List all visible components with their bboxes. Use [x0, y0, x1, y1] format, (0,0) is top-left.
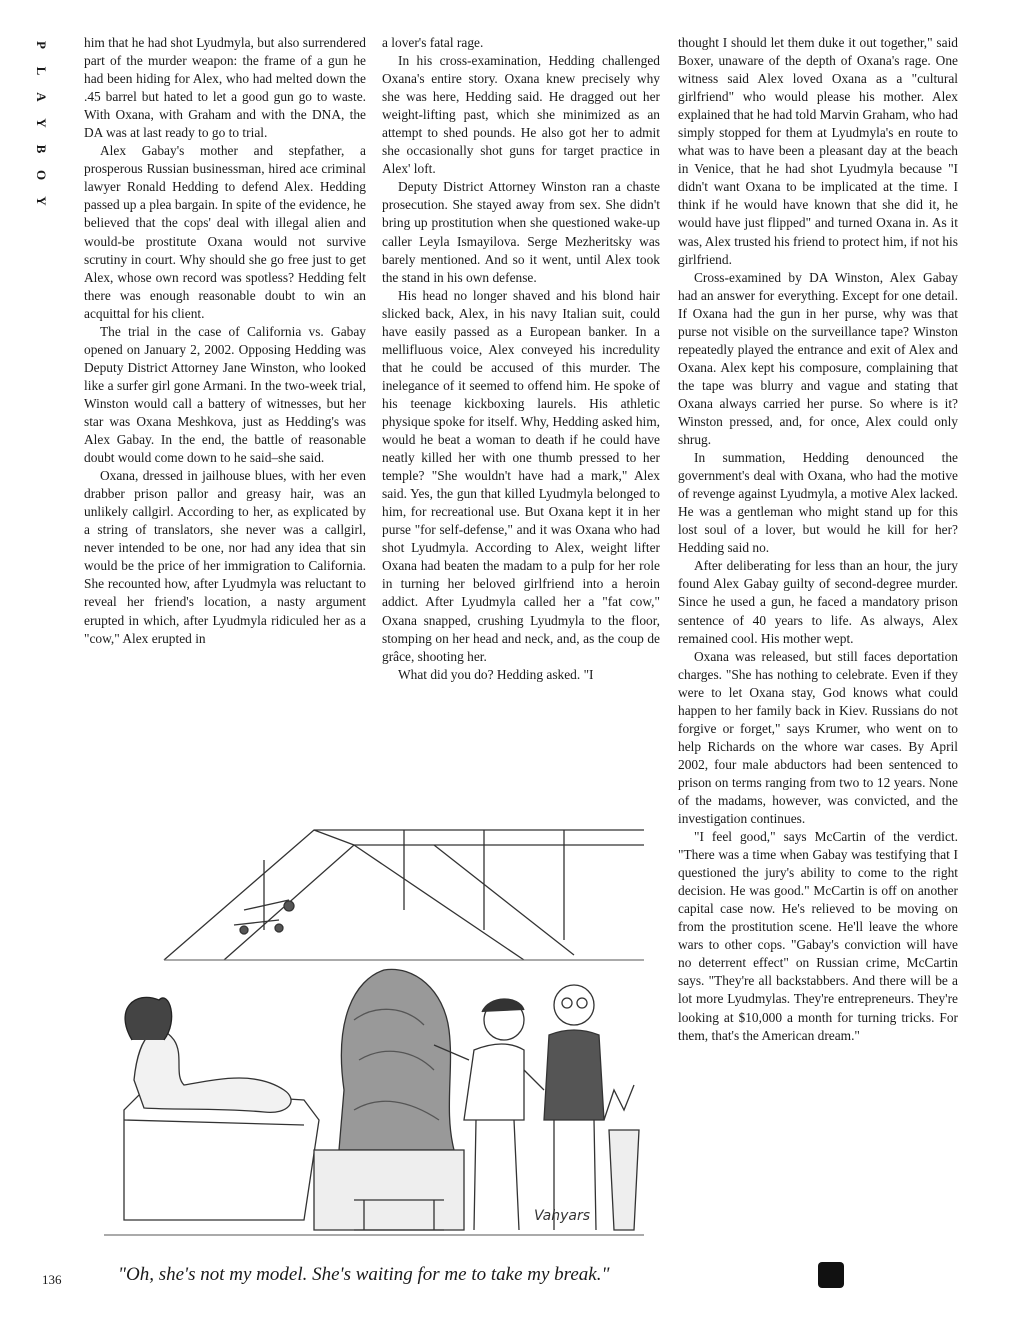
brand-letter: B: [34, 144, 49, 154]
brand-letter: O: [34, 169, 49, 181]
paragraph: In his cross-examination, Hedding challenged Oxana's entire story. Oxana knew precisely why she was here, Hedding said. He dragged out her weight-lifting past, which she minimized as an attempt to shed pounds. He also got her to admit she occasionally shot guns for target practice in Alex' loft.: [382, 53, 660, 177]
article-column-3: [678, 34, 958, 1045]
brand-letter: A: [34, 92, 49, 102]
paragraph: Cross-examined by DA Winston, Alex Gabay had an answer for everything. Except for one detail. If Oxana had the gun in her purse, why was that purse not visible on the surveillance tape? Winston repeatedly played the entrance and exit of Alex and Oxana. Alex kept his composure, complaining that the tape was blurry and vague and stating that Oxana always carried her purse. So where is it? Winston pressed, and, for once, Alex could only shrug.: [678, 269, 958, 448]
paragraph: After deliberating for less than an hour, the jury found Alex Gabay guilty of second-degree murder. Since he used a gun, he faced a mandatory prison sentence of 40 years to life. As always, Alex remained cool. His mother wept.: [678, 558, 958, 646]
paragraph: "I feel good," says McCartin of the verdict. "There was a time when Gabay was testifying that I questioned the jury's ability to come to the right decision. He was good." McCartin is off on another capital case now. He's relieved to be moving on from the prostitution scene. He'll leave the whore wars to other cops. "Gabay's conviction will have no deterrent effect" on Russian crime, McCartin says. "They're all backstabbers. And there will be a lot more Lyudmylas. They're entrepreneurs. They're looking at $10,000 a month for turning tricks. For them, that's the American dream.": [678, 829, 958, 1043]
paragraph: him that he had shot Lyudmyla, but also surrendered part of the murder weapon: the frame of a gun he had been hiding for Alex, who had melted down the .45 barrel but hated to let a good gun go to waste. With Oxana, with Graham and with the DNA, the DA was at last ready to go to trial.: [84, 35, 366, 141]
paragraph: The trial in the case of California vs. Gabay opened on January 2, 2002. Opposing Hedding was Deputy District Attorney Jane Winston, who looked like a surfer girl gone Armani. In the two-week trial, Winston would call a battery of witnesses, but her star was Oxana Meshkova, just as Hedding's was Alex Gabay. In the end, the battle of reasonable doubt would come down to he said–she said.: [84, 323, 366, 466]
paragraph: a lover's fatal rage.: [382, 35, 484, 50]
brand-letter: P: [34, 41, 49, 49]
article-column-1: [84, 34, 366, 648]
brand-letter: Y: [34, 118, 49, 128]
article-column-2: [382, 34, 660, 684]
paragraph: thought I should let them duke it out together," said Boxer, unaware of the depth of Oxana's rage. One witness said Alex loved Oxana as a "cultural girlfriend" who would please his mother. Alex explained that he had told Marvin Graham, who had simply stopped for them at Lyudmyla's en route to what was to have been a pleasant day at the beach in Venice, that he had shot Lyudmyla because "I didn't want Oxana to be implicated at the time. I think if he would have known that she did it, he would have just flipped" and turned Oxana in. As it was, Alex trusted his friend to protect him, if not his girlfriend.: [678, 35, 959, 267]
paragraph: In summation, Hedding denounced the government's deal with Oxana, who had the motive of revenge against Lyudmyla, a motive Alex lacked. He was a gentleman who might stand up for this lost soul of a lover, but would he kill for her? Hedding said no.: [678, 450, 958, 556]
cartoon-caption: "Oh, she's not my model. She's waiting for me to take my break.": [118, 1264, 610, 1285]
paragraph: Oxana, dressed in jailhouse blues, with her even drabber prison pallor and greasy hair, was an unlikely callgirl. According to her, as explicated by a string of translators, she never was a callgirl, never intended to be one, nor had any idea that sin would be the price of her immigration to California. She recounted how, after Lyudmyla was reluctant to reveal her friend's location, a nasty argument erupted in which, after Lyudmyla ridiculed her as a "cow," Alex erupted in: [84, 468, 366, 646]
paragraph: Oxana was released, but still faces deportation charges. "She has nothing to celebrate. Even if they were to let Oxana stay, God knows what could happen to her family back in Kiev. Russians do not forgive or forget," says Krumer, who went on to help Richards on the whore war cases. By April 2002, four male abductors had been sentenced to prison on terms ranging from two to 12 years. None of the madams, however, was convicted, and the investigation continues.: [678, 648, 958, 827]
paragraph: Deputy District Attorney Winston ran a chaste prosecution. She stayed away from sex. She didn't bring up prostitution when she questioned wake-up caller Leyla Ismayilova. Serge Mezheritsky was barely mentioned. And so it went, until Alex took the stand in his own defense.: [382, 179, 660, 285]
brand-letter: Y: [34, 196, 49, 206]
brand-letter: L: [34, 66, 49, 76]
page-number: 136: [42, 1272, 62, 1287]
paragraph: Alex Gabay's mother and stepfather, a prosperous Russian businessman, hired ace criminal lawyer Ronald Hedding to defend Alex. Hedding passed up a plea bargain. In spite of the evidence, he believed that the cops' deal with illegal alien and would-be prostitute Oxana would not survive scrutiny in court. Why should she go free just to get Alex, whose own record was spotless? Hedding felt there was enough reasonable doubt to win an acquittal for his client.: [84, 143, 366, 321]
cartoon-illustration: [104, 790, 644, 1250]
rabbit-logo-icon: [818, 1262, 844, 1288]
vertical-brand: [28, 32, 48, 214]
paragraph: His head no longer shaved and his blond hair slicked back, Alex, in his navy Italian suit, could have easily passed as a European banker. In a mellifluous voice, Alex conveyed his incredulity that he could be accused of this murder. The inelegance of it seemed to offend him. He spoke of his teenage kickboxing laurels. His athletic physique spoke for itself. Why, Hedding asked him, would he beat a woman to death if he could have neatly killed her with one thumb pressed to her temple? "She wouldn't have had a mark," Alex said. Yes, the gun that killed Lyudmyla belonged to him, for recreational use. But Oxana kept it in her purse "for self-defense," and it was Oxana who had shot Lyudmyla. According to Alex, weight lifter Oxana had beaten the madam to a pulp for her role in turning her beloved girlfriend into a heroin addict. After Lyudmyla called her a "fat cow," Oxana snapped, crushing Lyudmyla to the floor, stomping on her head and neck, and, as the coup de grâce, shooting her.: [382, 287, 660, 664]
cartoon-drawing: [104, 790, 644, 1250]
cartoonist-signature: Vahyars: [534, 1208, 591, 1224]
paragraph: What did you do? Hedding asked. "I: [398, 666, 594, 682]
